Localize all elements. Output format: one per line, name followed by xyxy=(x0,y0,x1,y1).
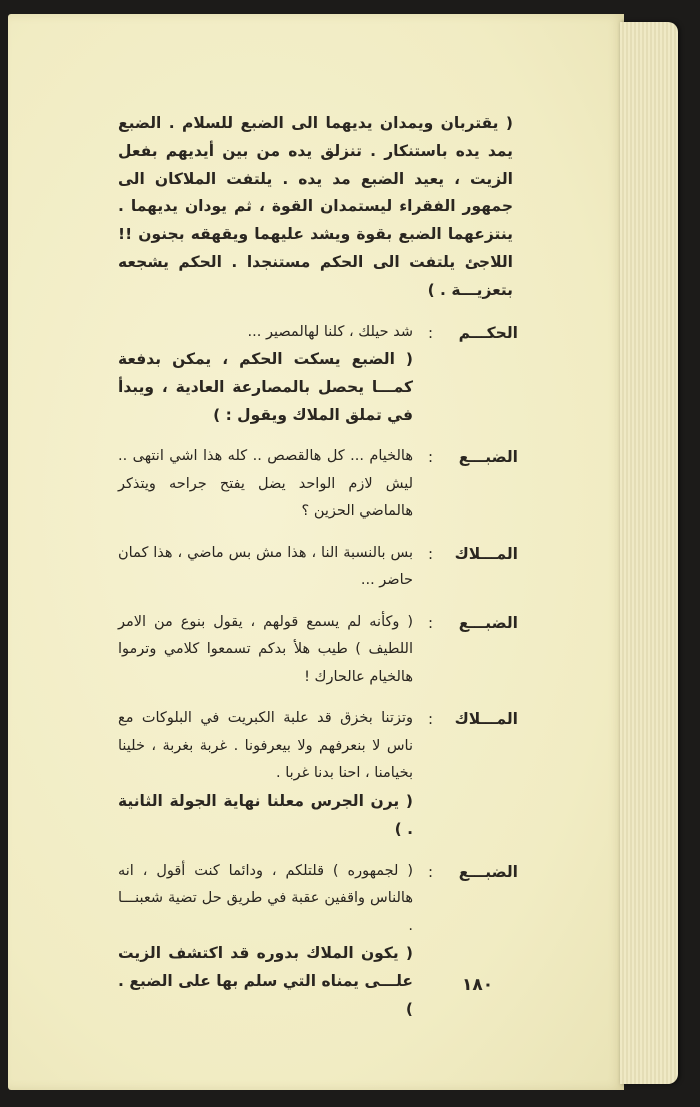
speaker-name: الضبـــع xyxy=(458,862,518,881)
play-text xyxy=(118,110,518,1023)
speaker-name: المـــلاك xyxy=(454,544,518,563)
speaker-name: الضبـــع xyxy=(458,613,518,632)
dialogue-line xyxy=(118,443,518,526)
speaker-name: الضبـــع xyxy=(458,448,518,467)
dialogue-line xyxy=(118,858,518,1024)
page-stack-edge xyxy=(620,22,678,1084)
speech-text: وتزتنا بخزق قد علبة الكبريت في البلوكات مع ناس لا بنعرفهم ولا بيعرفونا . غربة بغربة ، خلينا بخيامنا ، احنا بدنا غربا . xyxy=(118,710,413,782)
stage-direction: ( الضبع يسكت الحكم ، يمكن بدفعة كمـــا يحصل بالمصارعة العادية ، ويبدأ في تملق الملاك ويقول : ) xyxy=(118,350,413,424)
speech-text: ( وكأنه لم يسمع قولهم ، يقول بنوع من الامر اللطيف ) طيب هلأ بدكم تسمعوا كلامي وترموا هالخيام عالحارك ! xyxy=(118,613,413,685)
dialogue-line xyxy=(118,705,518,843)
speaker-name: الحكـــم xyxy=(458,323,518,342)
speaker-colon: : xyxy=(427,710,433,729)
speaker-name: المـــلاك xyxy=(454,710,518,729)
stage-direction: ( يرن الجرس معلنا نهاية الجولة الثانية . ) xyxy=(118,791,413,838)
page-number: ١٨٠ xyxy=(462,975,494,995)
dialogue-line xyxy=(118,609,518,692)
speaker-colon: : xyxy=(427,862,433,881)
speaker-colon: : xyxy=(427,544,433,563)
speech-text: شد حيلك ، كلنا لهالمصير ... xyxy=(247,323,413,340)
speaker-colon: : xyxy=(427,448,433,467)
speaker-colon: : xyxy=(427,613,433,632)
speaker-colon: : xyxy=(427,323,433,342)
speech-text: ( لجمهوره ) قلتلكم ، ودائما كنت أقول ، انه هالناس واقفين عقبة في طريق حل تضية شعبنـــا . xyxy=(118,862,413,934)
opening-stage-direction: ( يقتربان ويمدان يديهما الى الضبع للسلام . الضبع يمد يده باستنكار . تنزلق يده من بين أيديهم بفعل الزيت ، يعيد الضبع مد يده . يلتفت الملاكان الى جمهور الفقراء ليستمدان القوة ، ثم يودان يديهما . ينتزعهما الضبع بقوة ويشد عليهما ويقهقه بجنون !! اللاجئ يلتفت الى الحكم مستنجدا . الحكم يشجعه بتعزيـــة . ) xyxy=(118,114,513,299)
dialogue-line xyxy=(118,540,518,595)
dialogue-line xyxy=(118,319,518,430)
stage-direction: ( يكون الملاك بدوره قد اكتشف الزيت علـــى يمناه التي سلم بها على الضبع . ) xyxy=(118,944,413,1018)
speech-text: بس بالنسبة النا ، هذا مش بس ماضي ، هذا كمان حاضر ... xyxy=(118,544,413,589)
speech-text: هالخيام ... كل هالقصص .. كله هذا اشي انتهى .. ليش لازم الواحد يضل يفتح جراحه ويتذكر هالماضي الحزين ؟ xyxy=(118,448,413,520)
